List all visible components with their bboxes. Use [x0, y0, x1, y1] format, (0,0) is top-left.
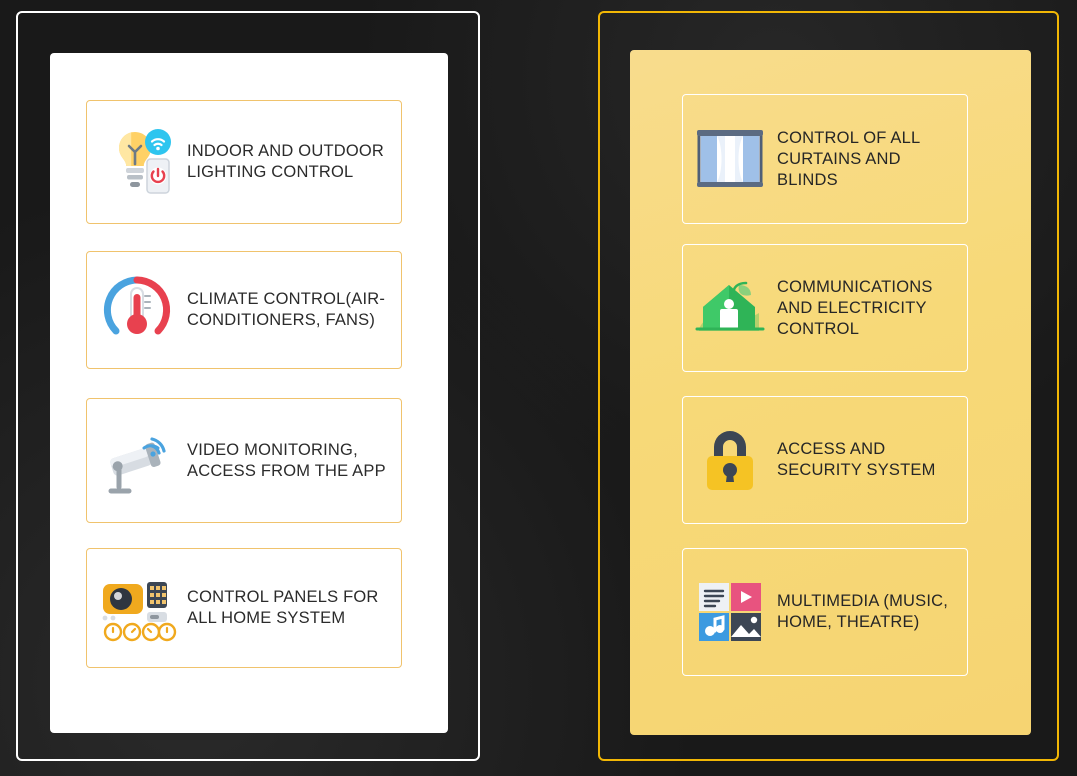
item-label: ACCESS AND SECURITY SYSTEM [777, 440, 936, 479]
curtains-and-blinds-control-item[interactable] [682, 94, 968, 224]
indoor-outdoor-lighting-control-item[interactable] [86, 100, 402, 224]
item-label: COMMUNICATIONS AND ELECTRICITY CONTROL [777, 277, 933, 338]
security-camera-icon [97, 421, 177, 501]
item-label: CONTROL PANELS FOR ALL HOME SYSTEM [187, 588, 379, 627]
control-panels-item[interactable] [86, 548, 402, 668]
access-security-system-item[interactable] [682, 396, 968, 524]
lighting-control-icon [97, 122, 177, 202]
control-panel-icon [97, 568, 177, 648]
video-monitoring-item[interactable] [86, 398, 402, 523]
item-label: MULTIMEDIA (MUSIC, HOME, THEATRE) [777, 592, 949, 631]
climate-control-item[interactable] [86, 251, 402, 369]
item-label: CONTROL OF ALL CURTAINS AND BLINDS [777, 128, 920, 189]
communications-electricity-control-item[interactable] [682, 244, 968, 372]
item-label: INDOOR AND OUTDOOR LIGHTING CONTROL [187, 142, 385, 181]
item-label: VIDEO MONITORING, ACCESS FROM THE APP [187, 440, 386, 480]
thermostat-icon [97, 270, 177, 350]
multimedia-item[interactable] [682, 548, 968, 676]
padlock-icon [693, 423, 767, 497]
eco-house-icon [693, 271, 767, 345]
curtains-blinds-icon [693, 122, 767, 196]
multimedia-icon [693, 575, 767, 649]
item-label: CLIMATE CONTROL(AIR-CONDITIONERS, FANS) [187, 290, 386, 329]
